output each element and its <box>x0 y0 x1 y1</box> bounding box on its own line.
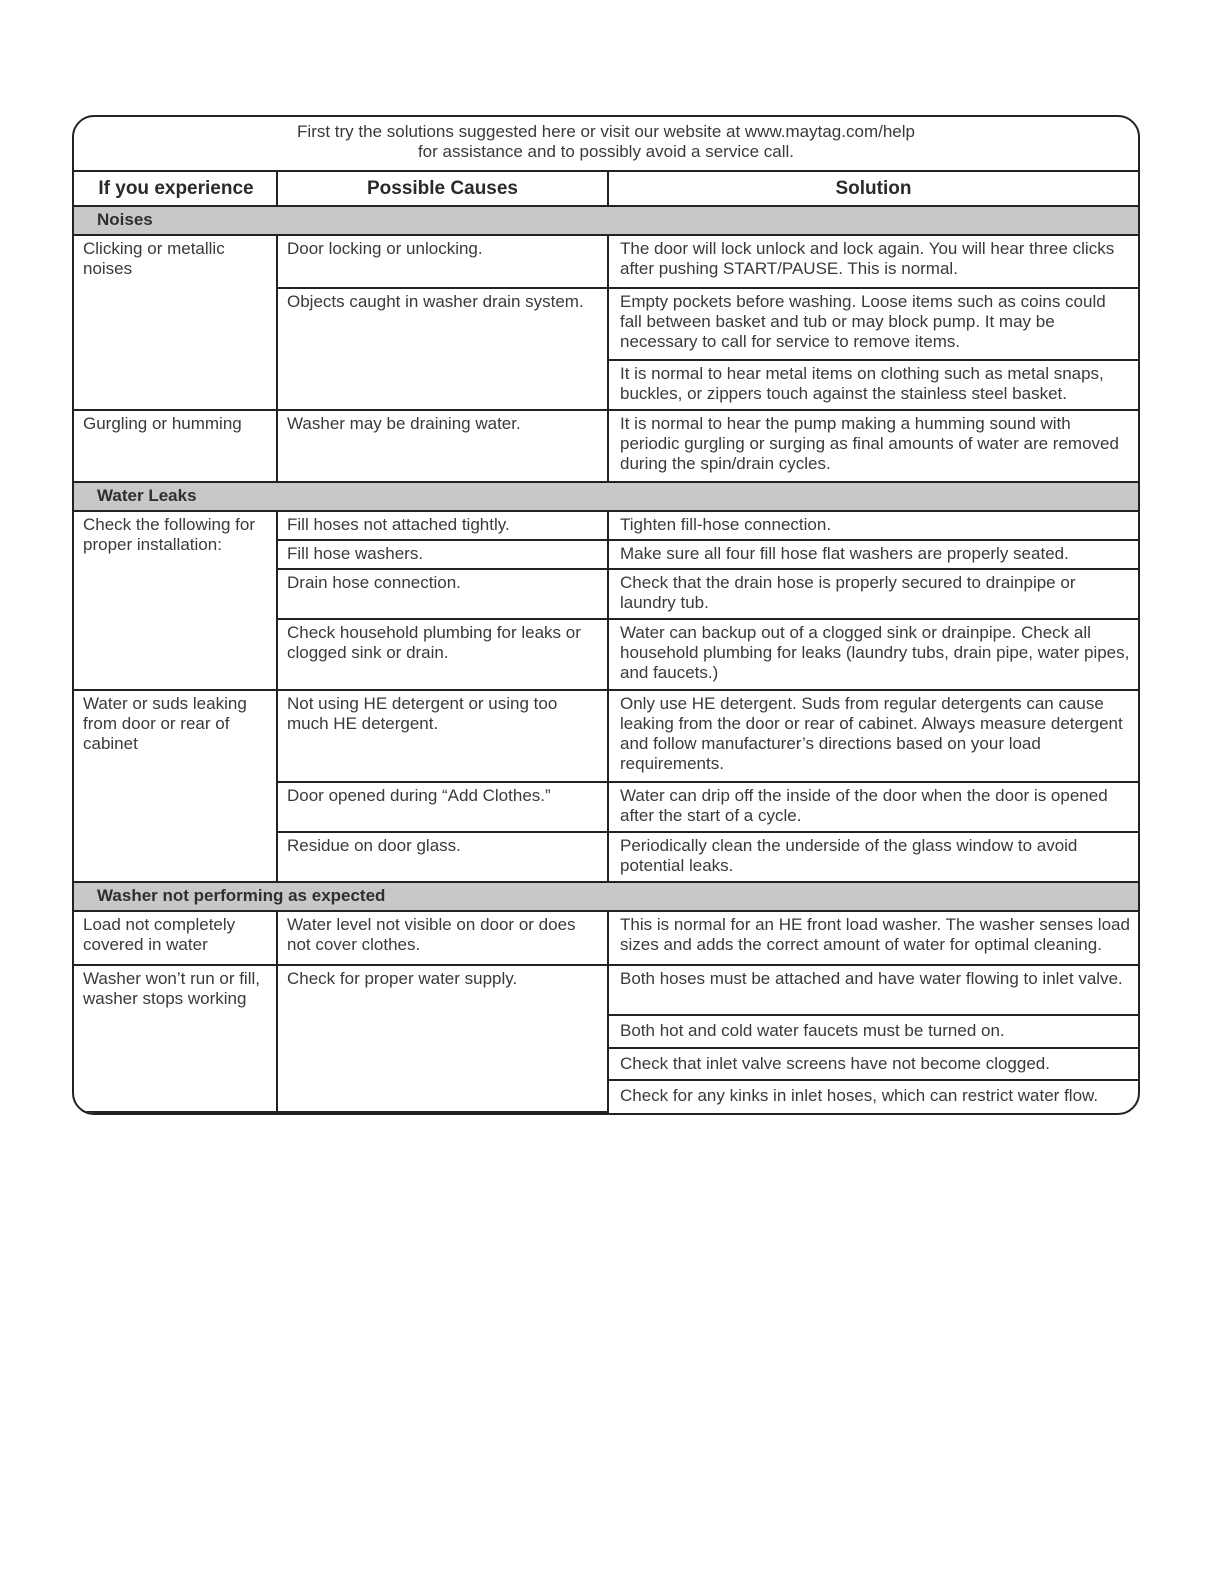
experience-cell: Check the following for proper installation: <box>74 511 277 690</box>
experience-cell: Clicking or metallic noises <box>74 235 277 410</box>
table-row <box>74 965 1138 1015</box>
intro-note <box>74 117 1138 172</box>
table-row <box>74 235 1138 288</box>
header-solution: Solution <box>608 172 1138 206</box>
table-row <box>74 511 1138 540</box>
section-title-not-performing: Washer not performing as expected <box>74 882 1138 911</box>
cause-cell: Fill hose washers. <box>277 540 608 569</box>
solution-cell: Check for any kinks in inlet hoses, which can restrict water flow. <box>608 1080 1138 1112</box>
solution-cell: Empty pockets before washing. Loose items such as coins could fall between basket and tub or may block pump. It may be necessary to call for service to remove items. <box>608 288 1138 360</box>
solution-cell: Check that the drain hose is properly secured to drainpipe or laundry tub. <box>608 569 1138 619</box>
header-if-you-experience: If you experience <box>74 172 277 206</box>
solution-cell: Periodically clean the underside of the glass window to avoid potential leaks. <box>608 832 1138 882</box>
intro-line-1: First try the solutions suggested here or visit our website at www.maytag.com/help <box>297 122 915 141</box>
experience-cell: Load not completely covered in water <box>74 911 277 965</box>
solution-cell: Both hoses must be attached and have water flowing to inlet valve. <box>608 965 1138 1015</box>
cause-cell: Check for proper water supply. <box>277 965 608 1112</box>
solution-cell: This is normal for an HE front load washer. The washer senses load sizes and adds the correct amount of water for optimal cleaning. <box>608 911 1138 965</box>
intro-line-2: for assistance and to possibly avoid a service call. <box>417 142 795 161</box>
cause-cell: Drain hose connection. <box>277 569 608 619</box>
cause-cell: Fill hoses not attached tightly. <box>277 511 608 540</box>
experience-cell: Washer won’t run or fill, washer stops working <box>74 965 277 1112</box>
solution-cell: Water can backup out of a clogged sink or drainpipe. Check all household plumbing for leaks (laundry tubs, drain pipe, water pipes, and faucets.) <box>608 619 1138 690</box>
cause-cell: Door locking or unlocking. <box>277 235 608 288</box>
solution-cell: Make sure all four fill hose flat washers are properly seated. <box>608 540 1138 569</box>
cause-cell: Water level not visible on door or does not cover clothes. <box>277 911 608 965</box>
cause-cell: Washer may be draining water. <box>277 410 608 482</box>
section-row-not-performing <box>74 882 1138 911</box>
solution-cell: The door will lock unlock and lock again. You will hear three clicks after pushing START/PAUSE. This is normal. <box>608 235 1138 288</box>
solution-cell: Both hot and cold water faucets must be turned on. <box>608 1015 1138 1048</box>
section-row-noises <box>74 206 1138 235</box>
section-title-noises: Noises <box>74 206 1138 235</box>
experience-cell: Water or suds leaking from door or rear of cabinet <box>74 690 277 882</box>
table-row <box>74 690 1138 782</box>
cause-cell: Not using HE detergent or using too much HE detergent. <box>277 690 608 782</box>
troubleshooting-table-container <box>72 115 1140 1115</box>
section-row-water-leaks <box>74 482 1138 511</box>
solution-cell: It is normal to hear the pump making a humming sound with periodic gurgling or surging as final amounts of water are removed during the spin/drain cycles. <box>608 410 1138 482</box>
header-row <box>74 172 1138 206</box>
solution-cell: Check that inlet valve screens have not become clogged. <box>608 1048 1138 1080</box>
cause-cell: Objects caught in washer drain system. <box>277 288 608 410</box>
cause-cell: Door opened during “Add Clothes.” <box>277 782 608 832</box>
table-row <box>74 410 1138 482</box>
header-possible-causes: Possible Causes <box>277 172 608 206</box>
solution-cell: Only use HE detergent. Suds from regular detergents can cause leaking from the door or rear of cabinet. Always measure detergent and follow manufacturer’s directions based on your load requirements. <box>608 690 1138 782</box>
troubleshooting-table <box>74 172 1138 1113</box>
experience-cell: Gurgling or humming <box>74 410 277 482</box>
cause-cell: Residue on door glass. <box>277 832 608 882</box>
cause-cell: Check household plumbing for leaks or clogged sink or drain. <box>277 619 608 690</box>
solution-cell: Water can drip off the inside of the door when the door is opened after the start of a cycle. <box>608 782 1138 832</box>
solution-cell: It is normal to hear metal items on clothing such as metal snaps, buckles, or zippers touch against the stainless steel basket. <box>608 360 1138 410</box>
section-title-water-leaks: Water Leaks <box>74 482 1138 511</box>
table-row <box>74 911 1138 965</box>
solution-cell: Tighten fill-hose connection. <box>608 511 1138 540</box>
